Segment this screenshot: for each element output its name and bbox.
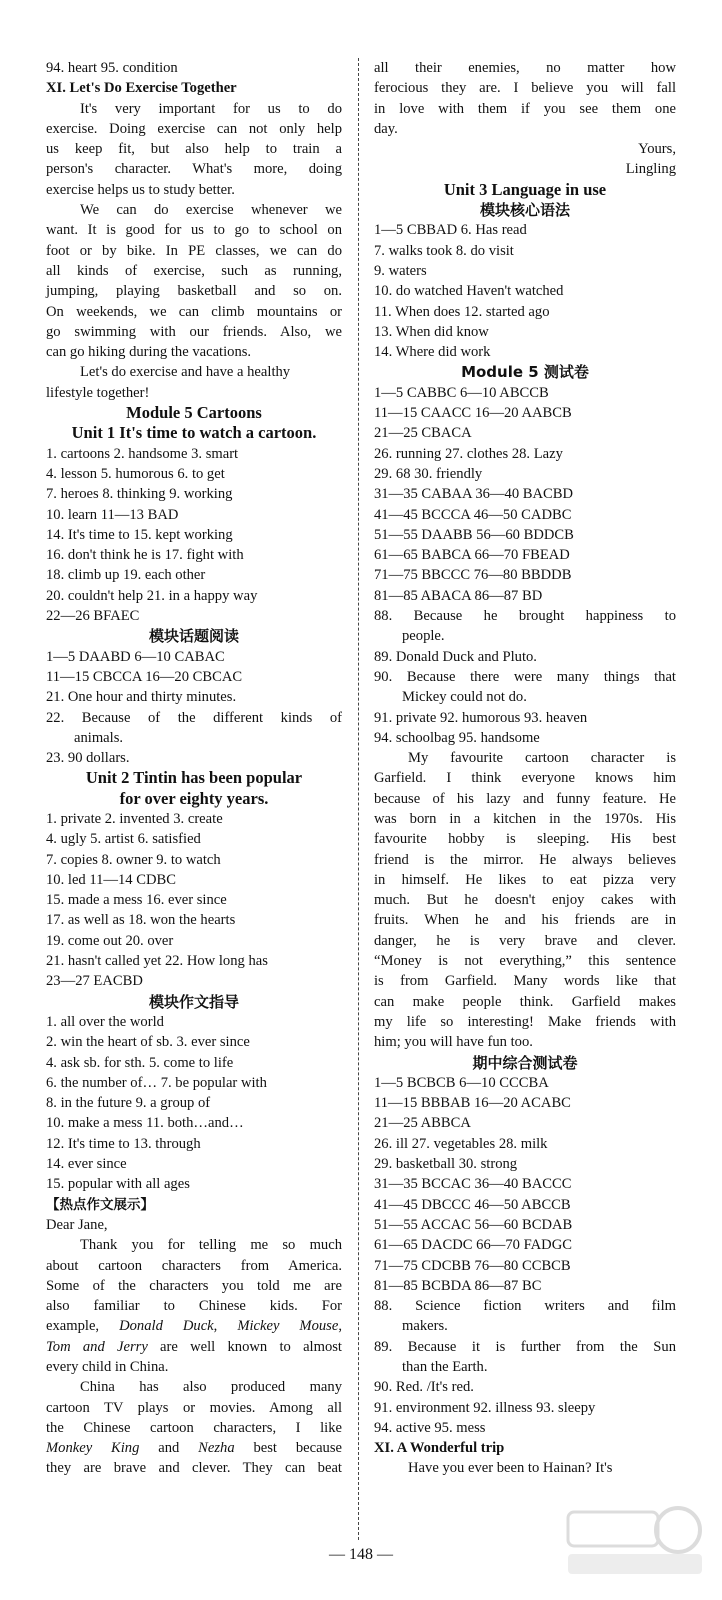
italic-title: Donald Duck [119, 1318, 214, 1335]
text-span: are well known to almost [147, 1338, 342, 1355]
essay-line: all kinds of exercise, such as running, [46, 262, 342, 279]
answer-line: 81—85 BCBDA 86—87 BC [374, 1277, 542, 1294]
essay-line: My favourite cartoon character is [408, 750, 676, 767]
answer-line: animals. [74, 729, 124, 746]
answer-line: 11. When does 12. started ago [374, 303, 550, 320]
section-heading: XI. Let's Do Exercise Together [46, 80, 237, 97]
letter-line [46, 1316, 342, 1336]
section-heading: XI. A Wonderful trip [374, 1440, 505, 1457]
answer-line: 1. cartoons 2. handsome 3. smart [46, 445, 239, 462]
answer-line: 1. private 2. invented 3. create [46, 810, 223, 827]
letter-line: Thank you for telling me so much [80, 1237, 342, 1254]
answer-line: 16. don't think he is 17. fight with [46, 547, 244, 564]
answer-line: 94. active 95. mess [374, 1419, 486, 1436]
answer-line: 29. basketball 30. strong [374, 1156, 518, 1173]
essay-line: lifestyle together! [46, 384, 150, 401]
right-column [374, 58, 676, 1479]
text-span: example, [46, 1318, 120, 1335]
essay-line: go swimming with our friends. Also, we [46, 323, 342, 340]
letter-line: about cartoon characters from America. [46, 1257, 342, 1274]
answer-line: 10. make a mess 11. both…and… [46, 1115, 244, 1132]
answer-line: 14. ever since [46, 1156, 127, 1173]
essay-line: danger, he is very brave and clever. [374, 932, 676, 949]
essay-line: We can do exercise whenever we [80, 202, 342, 219]
left-column [46, 58, 342, 1479]
letter-line [46, 1438, 342, 1458]
answer-line: 15. popular with all ages [46, 1176, 190, 1193]
answer-line: 51—55 ACCAC 56—60 BCDAB [374, 1216, 573, 1233]
essay-line: jumping, playing basketball and so on. [46, 283, 342, 300]
italic-title: Nezha [198, 1440, 235, 1457]
essay-line: want. It is good for us to go to school on [46, 222, 342, 239]
answer-line: 17. as well as 18. won the hearts [46, 912, 236, 929]
answer-line: 51—55 DAABB 56—60 BDDCB [374, 526, 574, 543]
answer-line: 11—15 BBBAB 16—20 ACABC [374, 1095, 571, 1112]
answer-line: 91. private 92. humorous 93. heaven [374, 709, 588, 726]
essay-line: us keep fit, but also help to train a [46, 141, 342, 158]
essay-line: It's very important for us to do [80, 100, 342, 117]
answer-line: 31—35 CABAA 36—40 BACBD [374, 486, 574, 503]
answer-line: 11—15 CAACC 16—20 AABCB [374, 405, 572, 422]
answer-line: people. [402, 628, 445, 645]
answer-line: 1—5 DAABD 6—10 CABAC [46, 648, 225, 665]
answer-line: 4. lesson 5. humorous 6. to get [46, 465, 225, 482]
answer-line: than the Earth. [402, 1359, 488, 1375]
answer-line: 10. led 11—14 CDBC [46, 871, 176, 888]
essay-line: favourite hobby is sleeping. His best [374, 831, 676, 848]
essay-line: exercise helps us to study better. [46, 181, 235, 198]
essay-line: foot or by bike. In PE classes, we can do [46, 242, 342, 259]
column-divider [358, 58, 359, 1540]
essay-line: was born in a kitchen in the 1970s. His [374, 810, 676, 827]
unit-title: Unit 3 Language in use [443, 179, 607, 199]
answer-line: 71—75 CDCBB 76—80 CCBCB [374, 1257, 571, 1274]
answer-line: 23—27 EACBD [46, 973, 143, 990]
answer-line: 7. copies 8. owner 9. to watch [46, 851, 221, 868]
answer-line: 61—65 DACDC 66—70 FADGC [374, 1237, 572, 1254]
section-title: 期中综合测试卷 [472, 1053, 578, 1072]
answer-line: 1—5 CABBC 6—10 ABCCB [374, 384, 549, 401]
answer-line: 94. heart 95. condition [46, 60, 178, 76]
answer-line: 18. climb up 19. each other [46, 567, 206, 584]
unit-title: for over eighty years. [119, 788, 269, 808]
answer-line: 13. When did know [374, 323, 489, 340]
section-title: 模块作文指导 [148, 992, 239, 1011]
section-label: 【热点作文展示】 [46, 1196, 154, 1213]
answer-line: 71—75 BBCCC 76—80 BBDDB [374, 567, 572, 584]
text-span: , [213, 1318, 238, 1335]
essay-line: On weekends, we can climb mountains or [46, 303, 342, 320]
italic-title: Mickey Mouse [237, 1318, 339, 1335]
essay-line: “Money is not everything,” this sentence [374, 953, 676, 970]
answer-line: 11—15 CBCCA 16—20 CBCAC [46, 668, 243, 685]
essay-line: Let's do exercise and have a healthy [80, 364, 291, 381]
answer-line: 41—45 DBCCC 46—50 ABCCB [374, 1196, 571, 1213]
essay-line: fruits. When he and his friends are in [374, 912, 676, 929]
answer-line: 21—25 ABBCA [374, 1115, 471, 1132]
letter-line: also familiar to Chinese kids. For [46, 1298, 342, 1315]
answer-line: 10. do watched Haven't watched [374, 283, 564, 300]
answer-line: 1—5 CBBAD 6. Has read [374, 222, 527, 239]
answer-line: 1—5 BCBCB 6—10 CCCBA [374, 1074, 549, 1091]
answer-line: 91. environment 92. illness 93. sleepy [374, 1399, 596, 1416]
answer-line: 23. 90 dollars. [46, 750, 130, 767]
answer-line: 21. hasn't called yet 22. How long has [46, 953, 268, 970]
letter-line: all their enemies, no matter how [374, 60, 676, 76]
answer-line: 6. the number of… 7. be popular with [46, 1074, 267, 1091]
answer-line: 2. win the heart of sb. 3. ever since [46, 1034, 250, 1051]
section-title: 模块话题阅读 [148, 627, 239, 646]
unit-title: Unit 2 Tintin has been popular [85, 768, 303, 788]
answer-line: 26. running 27. clothes 28. Lazy [374, 445, 563, 462]
answer-line: 19. come out 20. over [46, 932, 174, 949]
answer-line: 22—26 BFAEC [46, 608, 140, 625]
watermark-logo [560, 1500, 710, 1580]
answer-line: 81—85 ABACA 86—87 BD [374, 587, 543, 604]
letter-line: day. [374, 120, 398, 137]
answer-line: 89. Donald Duck and Pluto. [374, 648, 537, 665]
letter-line: China has also produced many [80, 1379, 342, 1396]
letter-line [46, 1337, 342, 1357]
letter-line: ferocious they are. I believe you will fall [374, 80, 676, 97]
answer-line: 9. waters [374, 262, 427, 279]
italic-title: Monkey King [46, 1440, 140, 1457]
essay-line: because of his lazy and funny feature. He [374, 790, 676, 807]
text-span: , [338, 1318, 342, 1335]
answer-line: 31—35 BCCAC 36—40 BACCC [374, 1176, 572, 1193]
answer-line: 4. ask sb. for sth. 5. come to life [46, 1054, 234, 1071]
letter-line: cartoon TV plays or movies. Among all [46, 1399, 342, 1416]
answer-line: 7. walks took 8. do visit [374, 242, 514, 259]
module-title: Module 5 Cartoons [126, 403, 262, 423]
essay-line: can go hiking during the vacations. [46, 344, 252, 361]
answer-line: 26. ill 27. vegetables 28. milk [374, 1135, 548, 1152]
text-span: best because [234, 1440, 342, 1457]
answer-line: 21—25 CBACA [374, 425, 472, 442]
essay-line: Have you ever been to Hainan? It's [408, 1460, 613, 1477]
essay-line: friend is the mirror. He always believes [374, 851, 676, 868]
answer-line: 41—45 BCCCA 46—50 CADBC [374, 506, 572, 523]
letter-line: every child in China. [46, 1359, 169, 1375]
letter-line: they are brave and clever. They can beat [46, 1460, 342, 1477]
answer-line: 12. It's time to 13. through [46, 1135, 201, 1152]
italic-title: Tom and Jerry [46, 1338, 148, 1355]
answer-line: 10. learn 11—13 BAD [46, 506, 179, 523]
answer-line: 90. Red. /It's red. [374, 1379, 474, 1396]
essay-line: him; you will have fun too. [374, 1034, 533, 1051]
essay-line: is from Garfield. Many words like that [374, 973, 676, 990]
answer-line: 8. in the future 9. a group of [46, 1095, 211, 1112]
unit-title: Unit 1 It's time to watch a cartoon. [71, 423, 317, 443]
letter-signoff: Yours, [638, 141, 676, 158]
letter-greeting: Dear Jane, [46, 1216, 108, 1233]
answer-line: 61—65 BABCA 66—70 FBEAD [374, 547, 570, 564]
answer-line: 20. couldn't help 21. in a happy way [46, 587, 258, 604]
section-title: Module 5 测试卷 [461, 363, 589, 382]
answer-line: 7. heroes 8. thinking 9. working [46, 486, 233, 503]
answer-line: 14. Where did work [374, 344, 491, 361]
answer-line: 89. Because it is further from the Sun [374, 1338, 676, 1355]
answer-line: 15. made a mess 16. ever since [46, 892, 227, 909]
essay-line: person's character. What's more, doing [46, 161, 342, 178]
answer-line: makers. [402, 1318, 448, 1335]
answer-line: 88. Science fiction writers and film [374, 1298, 676, 1315]
answer-line: Mickey could not do. [402, 689, 527, 706]
answer-line: 1. all over the world [46, 1013, 164, 1030]
essay-line: my life so interesting! Make friends with [374, 1013, 676, 1030]
letter-line: the Chinese cartoon characters, I like [46, 1419, 342, 1436]
page-number: — 148 — [329, 1546, 393, 1563]
answer-line: 4. ugly 5. artist 6. satisfied [46, 831, 201, 848]
answer-line: 22. Because of the different kinds of [46, 709, 342, 726]
answer-line: 90. Because there were many things that [374, 668, 676, 685]
answer-line: 29. 68 30. friendly [374, 465, 483, 482]
essay-line: in himself. He likes to eat pizza very [374, 871, 676, 888]
letter-line: in love with them if you see them one [374, 100, 676, 117]
essay-line: much. But he doesn't enjoy cakes with [374, 892, 676, 909]
section-title: 模块核心语法 [479, 201, 570, 220]
essay-line: can make people think. Garfield makes [374, 993, 676, 1010]
answer-line: 94. schoolbag 95. handsome [374, 729, 540, 746]
answer-line: 21. One hour and thirty minutes. [46, 689, 237, 706]
letter-signature: Lingling [625, 161, 676, 178]
text-span: and [139, 1440, 199, 1457]
answer-line: 88. Because he brought happiness to [374, 608, 676, 625]
answer-line: 14. It's time to 15. kept working [46, 526, 233, 543]
letter-line: Some of the characters you told me are [46, 1277, 342, 1294]
essay-line: Garfield. I think everyone knows him [374, 770, 676, 787]
essay-line: exercise. Doing exercise can not only help [46, 120, 342, 137]
